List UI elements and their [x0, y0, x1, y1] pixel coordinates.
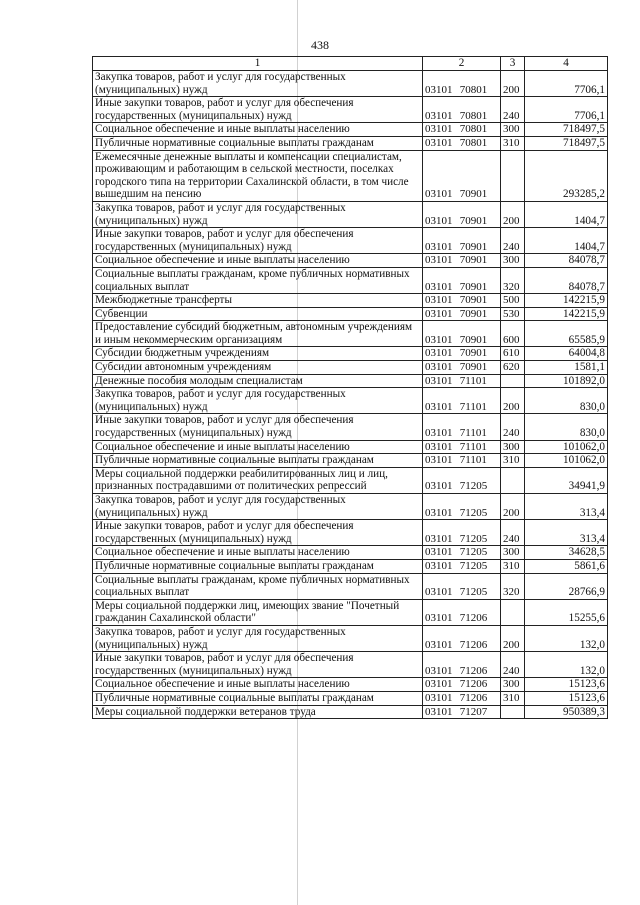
- row-description: Меры социальной поддержки ветеранов труда: [93, 705, 423, 719]
- row-target-code: [423, 454, 501, 468]
- row-code-program: 03101: [425, 136, 453, 149]
- row-code-direction: 70901: [459, 240, 488, 253]
- row-amount: 830,0: [525, 388, 608, 414]
- row-code-direction: 71101: [459, 400, 487, 413]
- table-header-row: [93, 57, 608, 71]
- row-description: Субсидии бюджетным учреждениям: [93, 347, 423, 361]
- row-description: Закупка товаров, работ и услуг для государственных (муниципальных) нужд: [93, 625, 423, 651]
- row-expense-type: 600: [501, 321, 525, 347]
- row-amount: 34941,9: [525, 467, 608, 493]
- row-amount: 15123,6: [525, 691, 608, 705]
- row-expense-type: 200: [501, 71, 525, 97]
- row-expense-type: 240: [501, 652, 525, 678]
- table-row: [93, 440, 608, 454]
- row-description: Закупка товаров, работ и услуг для государственных (муниципальных) нужд: [93, 494, 423, 520]
- row-target-code: [423, 71, 501, 97]
- row-code-program: 03101: [425, 586, 453, 599]
- row-code-program: 03101: [425, 532, 453, 545]
- table-row: [93, 267, 608, 293]
- row-target-code: [423, 599, 501, 625]
- row-description: Закупка товаров, работ и услуг для государственных (муниципальных) нужд: [93, 388, 423, 414]
- row-code-program: 03101: [425, 612, 453, 625]
- row-code-program: 03101: [425, 440, 453, 453]
- row-target-code: [423, 374, 501, 388]
- row-amount: 7706,1: [525, 97, 608, 123]
- table-row: [93, 388, 608, 414]
- row-expense-type: 200: [501, 625, 525, 651]
- row-code-direction: 71101: [459, 454, 487, 467]
- row-code-program: 03101: [425, 506, 453, 519]
- row-code-direction: 71205: [459, 546, 488, 559]
- row-description: Публичные нормативные социальные выплаты гражданам: [93, 454, 423, 468]
- row-code-program: 03101: [425, 705, 453, 718]
- row-expense-type: 300: [501, 546, 525, 560]
- row-code-direction: 71205: [459, 586, 488, 599]
- row-amount: 830,0: [525, 414, 608, 440]
- row-amount: 142215,9: [525, 294, 608, 308]
- row-code-direction: 70801: [459, 123, 488, 136]
- row-code-program: 03101: [425, 294, 453, 307]
- row-code-direction: 70901: [459, 280, 488, 293]
- table-row: [93, 520, 608, 546]
- row-target-code: [423, 150, 501, 201]
- row-amount: 142215,9: [525, 307, 608, 321]
- row-target-code: [423, 123, 501, 137]
- table-row: [93, 321, 608, 347]
- row-code-direction: 71206: [459, 691, 488, 704]
- row-code-program: 03101: [425, 188, 453, 201]
- table-row: [93, 307, 608, 321]
- row-amount: 718497,5: [525, 123, 608, 137]
- table-row: [93, 573, 608, 599]
- row-amount: 132,0: [525, 652, 608, 678]
- row-code-program: 03101: [425, 123, 453, 136]
- table-row: [93, 347, 608, 361]
- row-target-code: [423, 294, 501, 308]
- row-description: Публичные нормативные социальные выплаты гражданам: [93, 136, 423, 150]
- row-code-program: 03101: [425, 400, 453, 413]
- row-expense-type: 240: [501, 97, 525, 123]
- row-target-code: [423, 361, 501, 375]
- row-amount: 293285,2: [525, 150, 608, 201]
- row-amount: 132,0: [525, 625, 608, 651]
- row-expense-type: 300: [501, 440, 525, 454]
- row-description: Меры социальной поддержки лиц, имеющих звание "Почетный гражданин Сахалинской области": [93, 599, 423, 625]
- table-row: [93, 652, 608, 678]
- row-target-code: [423, 388, 501, 414]
- row-target-code: [423, 573, 501, 599]
- row-expense-type: [501, 374, 525, 388]
- row-expense-type: 620: [501, 361, 525, 375]
- row-code-program: 03101: [425, 280, 453, 293]
- row-expense-type: 200: [501, 388, 525, 414]
- row-amount: 15123,6: [525, 678, 608, 692]
- table-row: [93, 494, 608, 520]
- row-code-program: 03101: [425, 347, 453, 360]
- row-amount: 101062,0: [525, 454, 608, 468]
- row-description: Социальные выплаты гражданам, кроме публичных нормативных социальных выплат: [93, 573, 423, 599]
- row-expense-type: [501, 705, 525, 719]
- table-row: [93, 123, 608, 137]
- row-code-program: 03101: [425, 638, 453, 651]
- row-code-direction: 70801: [459, 136, 488, 149]
- row-amount: 1404,7: [525, 201, 608, 227]
- row-expense-type: 310: [501, 559, 525, 573]
- row-expense-type: 610: [501, 347, 525, 361]
- row-target-code: [423, 321, 501, 347]
- row-target-code: [423, 136, 501, 150]
- row-target-code: [423, 520, 501, 546]
- row-expense-type: 530: [501, 307, 525, 321]
- table-row: [93, 150, 608, 201]
- row-amount: 718497,5: [525, 136, 608, 150]
- column-header-3: 3: [501, 57, 525, 71]
- row-description: Предоставление субсидий бюджетным, автономным учреждениям и иным некоммерческим организациям: [93, 321, 423, 347]
- row-code-direction: 70901: [459, 333, 488, 346]
- row-description: Межбюджетные трансферты: [93, 294, 423, 308]
- row-code-program: 03101: [425, 240, 453, 253]
- row-target-code: [423, 691, 501, 705]
- row-amount: 84078,7: [525, 267, 608, 293]
- row-code-program: 03101: [425, 254, 453, 267]
- row-expense-type: [501, 467, 525, 493]
- row-target-code: [423, 467, 501, 493]
- table-row: [93, 71, 608, 97]
- row-amount: 65585,9: [525, 321, 608, 347]
- row-code-program: 03101: [425, 361, 453, 374]
- row-amount: 313,4: [525, 520, 608, 546]
- row-code-program: 03101: [425, 374, 453, 387]
- row-amount: 1581,1: [525, 361, 608, 375]
- row-code-direction: 70801: [459, 109, 488, 122]
- row-amount: 64004,8: [525, 347, 608, 361]
- row-expense-type: 310: [501, 136, 525, 150]
- row-code-program: 03101: [425, 333, 453, 346]
- row-code-program: 03101: [425, 214, 453, 227]
- table-row: [93, 678, 608, 692]
- row-code-program: 03101: [425, 454, 453, 467]
- table-row: [93, 136, 608, 150]
- table-row: [93, 414, 608, 440]
- table-row: [93, 228, 608, 254]
- row-code-direction: 71205: [459, 532, 488, 545]
- column-header-4: 4: [525, 57, 608, 71]
- row-code-direction: 70801: [459, 83, 488, 96]
- row-expense-type: [501, 599, 525, 625]
- row-code-direction: 71101: [459, 374, 487, 387]
- row-description: Иные закупки товаров, работ и услуг для обеспечения государственных (муниципальных) нужд: [93, 520, 423, 546]
- row-description: Социальное обеспечение и иные выплаты населению: [93, 546, 423, 560]
- row-amount: 15255,6: [525, 599, 608, 625]
- row-description: Публичные нормативные социальные выплаты гражданам: [93, 559, 423, 573]
- table-row: [93, 705, 608, 719]
- row-expense-type: 200: [501, 494, 525, 520]
- row-expense-type: 300: [501, 254, 525, 268]
- row-target-code: [423, 440, 501, 454]
- row-code-direction: 70901: [459, 188, 488, 201]
- row-code-program: 03101: [425, 546, 453, 559]
- row-target-code: [423, 678, 501, 692]
- row-amount: 950389,3: [525, 705, 608, 719]
- row-target-code: [423, 546, 501, 560]
- row-target-code: [423, 254, 501, 268]
- row-code-program: 03101: [425, 83, 453, 96]
- row-code-direction: 71206: [459, 678, 488, 691]
- row-target-code: [423, 625, 501, 651]
- row-code-direction: 71205: [459, 559, 488, 572]
- row-code-direction: 71207: [459, 705, 488, 718]
- row-code-program: 03101: [425, 559, 453, 572]
- row-expense-type: 240: [501, 228, 525, 254]
- table-row: [93, 546, 608, 560]
- table-row: [93, 467, 608, 493]
- page-number: 438: [311, 38, 329, 52]
- row-description: Субсидии автономным учреждениям: [93, 361, 423, 375]
- row-description: Иные закупки товаров, работ и услуг для обеспечения государственных (муниципальных) нужд: [93, 652, 423, 678]
- row-amount: 101062,0: [525, 440, 608, 454]
- row-code-program: 03101: [425, 664, 453, 677]
- row-code-direction: 71205: [459, 506, 488, 519]
- table-row: [93, 625, 608, 651]
- row-description: Публичные нормативные социальные выплаты гражданам: [93, 691, 423, 705]
- row-code-program: 03101: [425, 678, 453, 691]
- table-row: [93, 294, 608, 308]
- row-expense-type: 240: [501, 414, 525, 440]
- row-code-program: 03101: [425, 427, 453, 440]
- row-code-direction: 71205: [459, 480, 488, 493]
- row-code-direction: 70901: [459, 254, 488, 267]
- row-expense-type: 300: [501, 678, 525, 692]
- table-row: [93, 599, 608, 625]
- row-description: Социальное обеспечение и иные выплаты населению: [93, 123, 423, 137]
- row-target-code: [423, 97, 501, 123]
- row-description: Социальное обеспечение и иные выплаты населению: [93, 440, 423, 454]
- table-row: [93, 97, 608, 123]
- row-code-program: 03101: [425, 109, 453, 122]
- row-code-direction: 70901: [459, 347, 488, 360]
- row-description: Социальные выплаты гражданам, кроме публичных нормативных социальных выплат: [93, 267, 423, 293]
- row-target-code: [423, 267, 501, 293]
- row-description: Иные закупки товаров, работ и услуг для обеспечения государственных (муниципальных) нужд: [93, 228, 423, 254]
- row-code-direction: 70901: [459, 361, 488, 374]
- row-target-code: [423, 652, 501, 678]
- row-description: Меры социальной поддержки реабилитированных лиц и лиц, признанных пострадавшими от политических репрессий: [93, 467, 423, 493]
- row-description: Социальное обеспечение и иные выплаты населению: [93, 678, 423, 692]
- row-target-code: [423, 201, 501, 227]
- row-expense-type: 240: [501, 520, 525, 546]
- row-target-code: [423, 559, 501, 573]
- row-code-direction: 71206: [459, 612, 488, 625]
- row-expense-type: 320: [501, 573, 525, 599]
- row-code-direction: 71101: [459, 427, 487, 440]
- row-expense-type: 310: [501, 454, 525, 468]
- row-amount: 28766,9: [525, 573, 608, 599]
- row-description: Иные закупки товаров, работ и услуг для обеспечения государственных (муниципальных) нужд: [93, 414, 423, 440]
- row-expense-type: 310: [501, 691, 525, 705]
- row-expense-type: 200: [501, 201, 525, 227]
- row-description: Денежные пособия молодым специалистам: [93, 374, 423, 388]
- row-description: Закупка товаров, работ и услуг для государственных (муниципальных) нужд: [93, 201, 423, 227]
- row-amount: 1404,7: [525, 228, 608, 254]
- row-description: Социальное обеспечение и иные выплаты населению: [93, 254, 423, 268]
- row-code-program: 03101: [425, 307, 453, 320]
- row-description: Иные закупки товаров, работ и услуг для обеспечения государственных (муниципальных) нужд: [93, 97, 423, 123]
- table-row: [93, 559, 608, 573]
- table-row: [93, 254, 608, 268]
- row-target-code: [423, 228, 501, 254]
- row-description: Субвенции: [93, 307, 423, 321]
- table-row: [93, 201, 608, 227]
- row-target-code: [423, 414, 501, 440]
- column-header-1: 1: [93, 57, 423, 71]
- table-row: [93, 691, 608, 705]
- budget-table: [92, 56, 608, 719]
- row-expense-type: [501, 150, 525, 201]
- row-expense-type: 300: [501, 123, 525, 137]
- row-code-program: 03101: [425, 480, 453, 493]
- row-code-direction: 70901: [459, 294, 488, 307]
- row-description: Ежемесячные денежные выплаты и компенсации специалистам, проживающим и работающим в сельской местности, поселках городского типа на территории Сахалинской области, в том числе вышедшим на пенсию: [93, 150, 423, 201]
- table-row: [93, 374, 608, 388]
- table-row: [93, 454, 608, 468]
- table-row: [93, 361, 608, 375]
- row-code-direction: 71206: [459, 638, 488, 651]
- row-code-direction: 70901: [459, 214, 488, 227]
- row-target-code: [423, 705, 501, 719]
- row-code-program: 03101: [425, 691, 453, 704]
- row-target-code: [423, 347, 501, 361]
- row-amount: 7706,1: [525, 71, 608, 97]
- row-code-direction: 70901: [459, 307, 488, 320]
- row-expense-type: 320: [501, 267, 525, 293]
- row-amount: 313,4: [525, 494, 608, 520]
- row-amount: 84078,7: [525, 254, 608, 268]
- column-header-2: 2: [423, 57, 501, 71]
- row-amount: 5861,6: [525, 559, 608, 573]
- row-expense-type: 500: [501, 294, 525, 308]
- row-target-code: [423, 307, 501, 321]
- row-code-direction: 71101: [459, 440, 487, 453]
- row-code-direction: 71206: [459, 664, 488, 677]
- row-amount: 34628,5: [525, 546, 608, 560]
- row-amount: 101892,0: [525, 374, 608, 388]
- row-target-code: [423, 494, 501, 520]
- row-description: Закупка товаров, работ и услуг для государственных (муниципальных) нужд: [93, 71, 423, 97]
